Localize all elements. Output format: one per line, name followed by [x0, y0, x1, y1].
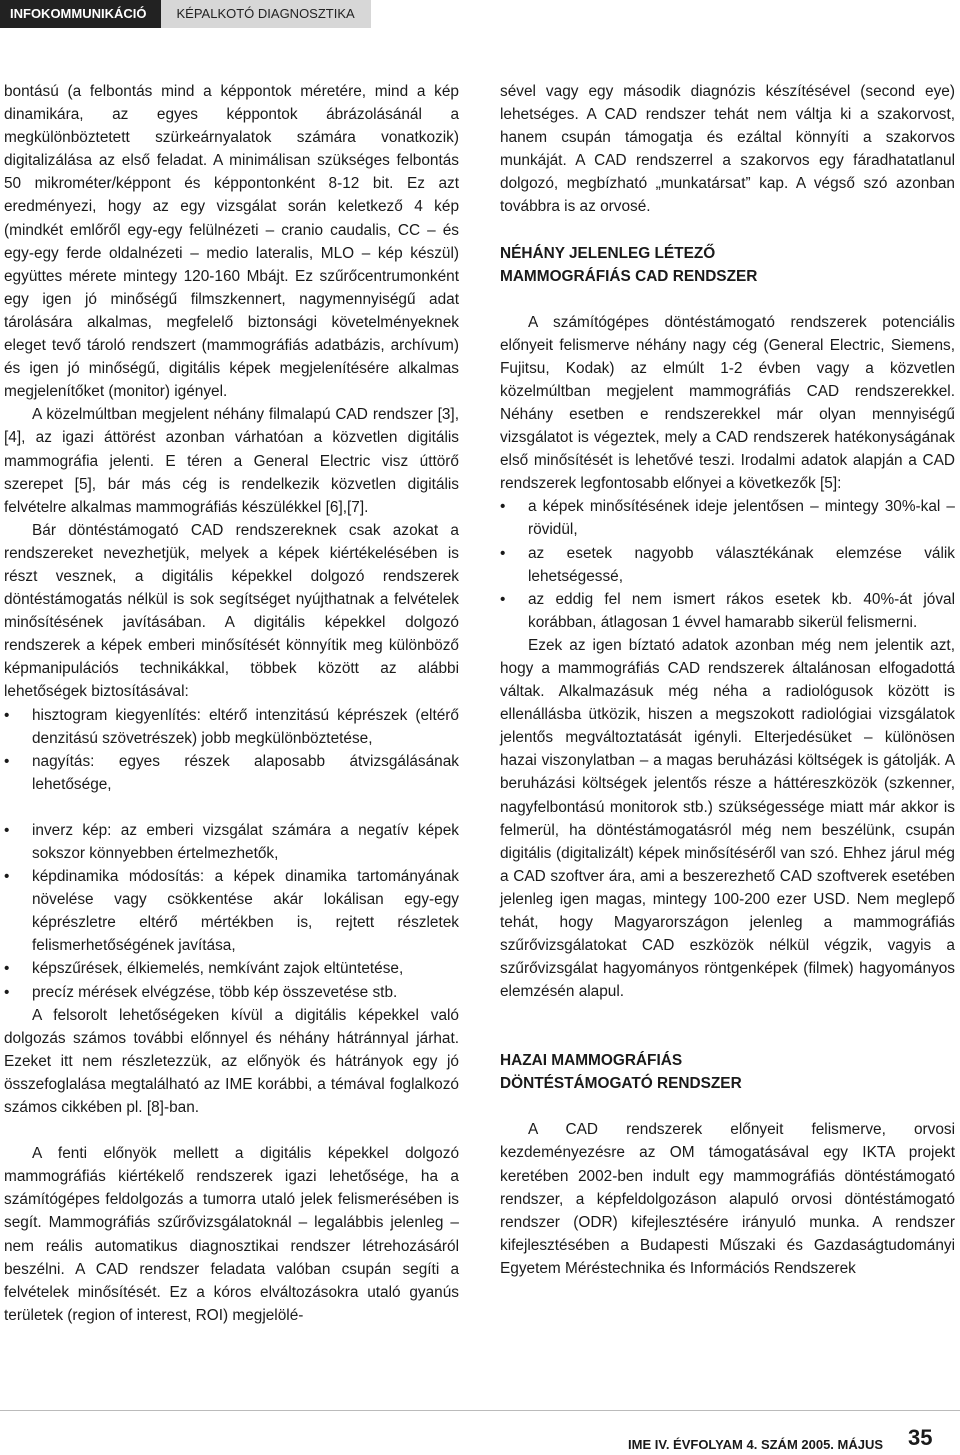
list-item: • hisztogram kiegyenlítés: eltérő intenzitású képrészek (eltérő denzitású szövetrészek) jobb megkülönböztetése,: [4, 704, 459, 750]
list-item: • a képek minősítésének ideje jelentősen – mintegy 30%-kal – rövidül,: [500, 495, 955, 541]
page-header: [0, 0, 960, 28]
bullet-list: [500, 495, 955, 634]
heading-line: MAMMOGRÁFIÁS CAD RENDSZER: [500, 267, 758, 285]
page-footer: [0, 1410, 960, 1452]
paragraph: Ezek az igen bíztató adatok azonban még nem jelentik azt, hogy a mammográfiás CAD rendszerek általánosan elfogadottá váltak. Alkalmazásuk még néha a radiológusok között is ellenállásba ütközik, hiszen a megszokott radiológiai vizsgálatok jelentős megváltoztatását igényli. Elterjedésüket – különösen hazai viszonylatban – a magas beruházási költségek is gátolják. A beruházási költségek jelentős része a háttéreszközök (szkenner, nagyfelbontású monitorok stb.) szükségessége miatt már akkor is felmerül, ha döntéstámogatásról még nem beszélünk, csupán digitális (digitalizált) képek minősítéséről van szó. Ehhez járul még a CAD szoftver ára, ami a beszerezhető CAD szoftverek esetében jelenleg igen magas, mintegy 100-200 ezer USD. Nem meglepő tehát, hogy Magyarországon jelenleg a mammográfiás szűrővizsgálatokat CAD eszközök nélkül végzik, vagyis a szűrővizsgálat hagyományos röntgenképek (filmek) hagyományos elemzésén alapul.: [500, 636, 955, 1001]
paragraph: A fenti előnyök mellett a digitális képekkel dolgozó mammográfiás kiértékelő rendszerek igazi lehetősége, ha a számítógépes feldolgozás a tumorra utaló jelek felismerésében is segít. Mammográfiás szűrővizsgálatoknál – legalábbis jelenleg – nem reális automatikus diagnosztikai rendszer létrehozásáról beszélni. A CAD rendszer feladata valóban csupán segíti a felvételek minősítését. Ez a kóros elváltozásokra utaló gyanús területek (region of interest, ROI) megjelölé-: [4, 1145, 459, 1324]
page-number: 35: [908, 1425, 933, 1450]
left-column: [4, 80, 459, 1327]
subsection-label: KÉPALKOTÓ DIAGNOSZTIKA: [161, 0, 371, 28]
section-label: INFOKOMMUNIKÁCIÓ: [0, 0, 161, 28]
heading-line: DÖNTÉSTÁMOGATÓ RENDSZER: [500, 1075, 742, 1093]
paragraph: Bár döntéstámogató CAD rendszereknek csak azokat a rendszereket nevezhetjük, melyek a képek kiértékelésében is részt vesznek, a digitális képekkel dolgozó rendszerek döntéstámogatás nélkül is sok segítséget nyújthatnak a felvételek minősítésének javításában. A digitális képekkel dolgozó rendszerek a képek emberi minősítését könnyítik meg különböző képmanipulációs technikákkal, többek között az alábbi lehetőségek biztosításával:: [4, 521, 459, 701]
paragraph: sével vagy egy második diagnózis készítésével (second eye) lehetséges. A CAD rendszer tehát nem váltja ki a szakorvost, hanem csupán támogatja és ezáltal könnyíti a szakorvos munkáját. A CAD rendszerrel a szakorvos egy fáradhatatlanul dolgozó, megbízható „munkatársat” kap. A végső szó azonban továbbra is az orvosé.: [500, 83, 955, 216]
list-item: • nagyítás: egyes részek alaposabb átvizsgálásának lehetősége,: [4, 750, 459, 796]
paragraph: A felsorolt lehetőségeken kívül a digitális képekkel való dolgozás számos további előnnyel és néhány hátránnyal járhat. Ezeket itt nem részletezzük, az előnyök és hátrányok egy jó összefoglalása megtalálható az IME korábbi, a témával foglalkozó számos cikkében pl. [8]-ban.: [4, 1006, 459, 1117]
paragraph: bontású (a felbontás mind a képpontok méretére, mind a kép dinamikára, az egyes képpontok ábrázolásánál a megkülönböztetett szürkeárnyalatok számára vonatkozik) digitalizálása az első feladat. A minimálisan szükséges felbontás 50 mikrométer/képpont és képpontonként 8-12 bit. Ez azt eredményezi, hogy az egy vizsgálat során keletkező 4 kép (mindkét emlőről egy-egy felülnézeti – cranio caudalis, CC – és egy-egy ferde oldalnézeti – medio lateralis, MLO – kép készül) együttes mérete mintegy 120-160 Mbájt. Ez szűrőcentrumonként egy igen jó minőségű filmszkennert, nagymennyiségű adat tárolására alkalmas, megfelelő biztonsági követelményeknek eleget tevő tároló rendszert (mammográfiás adatbázis, archívum) és igen jó minőségű, digitális képek megjelenítésére alkalmas megjelenítőket (monitor) igényel.: [4, 83, 459, 401]
list-item: • az eddig fel nem ismert rákos esetek kb. 40%-át jóval korábban, átlagosan 1 évvel hamarabb sikerül felismerni.: [500, 588, 955, 634]
list-item: • precíz mérések elvégzése, több kép összevetése stb.: [4, 981, 459, 1004]
heading-line: HAZAI MAMMOGRÁFIÁS: [500, 1052, 683, 1070]
list-item: • képdinamika módosítás: a képek dinamika tartományának növelése vagy csökkentése akár lokálisan egy-egy képrészletre eltérő mértékben is, rejtett részletek felismerhetőségének javítása,: [4, 865, 459, 957]
right-column: [500, 80, 955, 1280]
paragraph: A CAD rendszerek előnyeit felismerve, orvosi kezdeményezésre az OM támogatásával egy IKTA projekt keretében 2002-ben indult egy mammográfiás döntéstámogató rendszer, a képfeldolgozáson alapuló orvosi döntéstámogató rendszer (ODR) kifejlesztésére irányuló munka. A rendszer kifejlesztésében a Budapesti Műszaki és Gazdaságtudományi Egyetem Méréstechnika és Információs Rendszerek: [500, 1121, 955, 1277]
paragraph: A számítógépes döntéstámogató rendszerek potenciális előnyeit felismerve néhány nagy cég (General Electric, Siemens, Fujitsu, Kodak) az elmúlt 1-2 évben vagy a közvetlen közelmúltban megjelent mammográfiás CAD rendszerekkel. Néhány esetben e rendszerekkel már olyan mennyiségű vizsgálatot is végeztek, mely a CAD rendszerek hatékonyságának első minősítését is lehetővé teszi. Irodalmi adatok alapján a CAD rendszerek legfontosabb előnyei a következők [5]:: [500, 313, 955, 493]
section-heading: [500, 242, 955, 288]
bullet-list: [4, 704, 459, 1004]
list-item: • inverz kép: az emberi vizsgálat számára a negatív képek sokszor könnyebben értelmezhetők,: [4, 819, 459, 865]
heading-line: NÉHÁNY JELENLEG LÉTEZŐ: [500, 244, 716, 262]
section-heading: [500, 1049, 955, 1095]
list-item: • képszűrések, élkiemelés, nemkívánt zajok eltüntetése,: [4, 957, 459, 980]
list-item: • az esetek nagyobb választékának elemzése válik lehetségessé,: [500, 542, 955, 588]
journal-info: IME IV. ÉVFOLYAM 4. SZÁM 2005. MÁJUS: [628, 1437, 884, 1452]
paragraph: A közelmúltban megjelent néhány filmalapú CAD rendszer [3], [4], az igazi áttörést azonban várhatóan a közvetlen digitális mammográfia jelenti. E téren a General Electric visz úttörő szerepet [5], bár más cég is rendelkezik közvetlen digitális felvételre alkalmas mammográfiás készülékkel [6],[7].: [4, 406, 459, 516]
